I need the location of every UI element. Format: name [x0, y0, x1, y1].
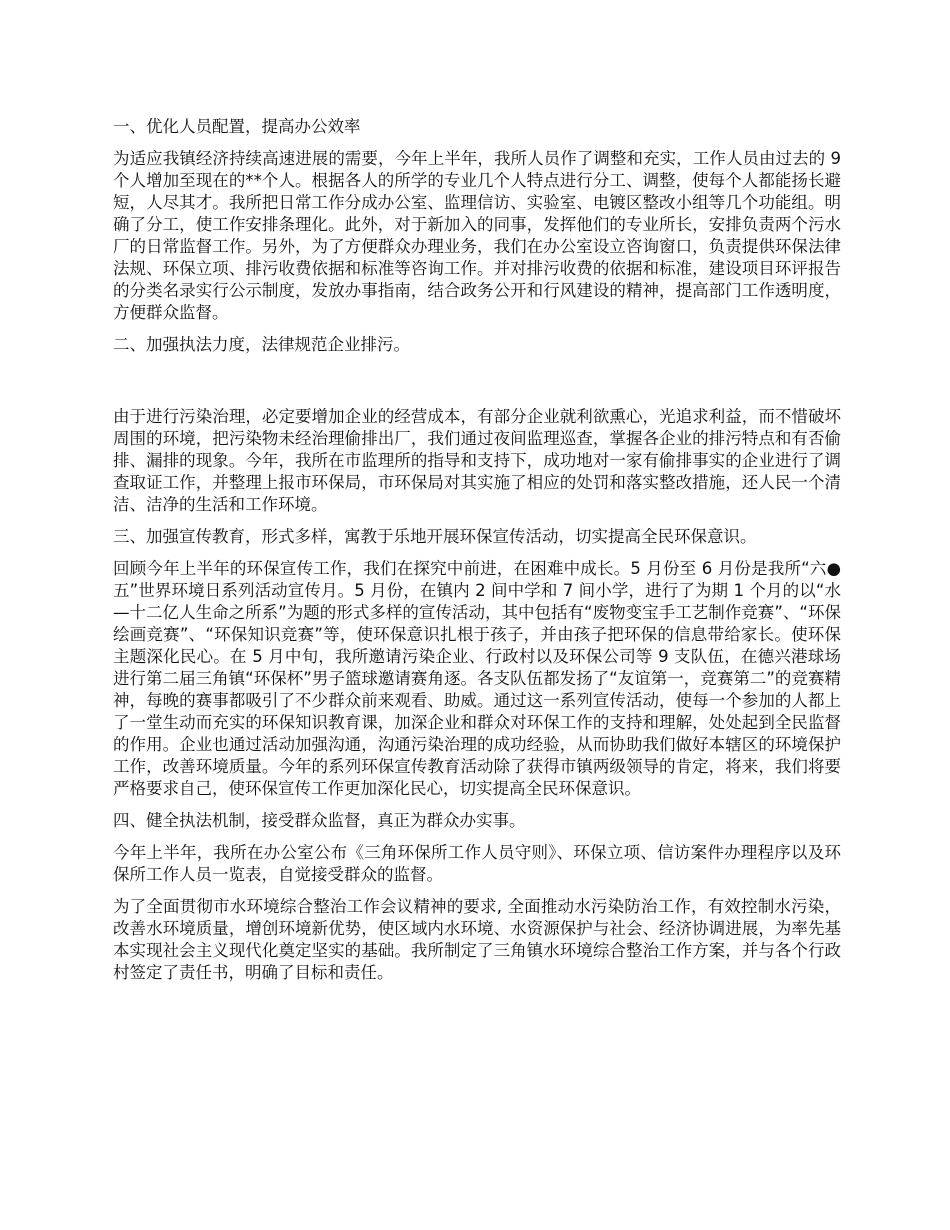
paragraph-4: 今年上半年，我所在办公室公布《三角环保所工作人员守则》、环保立项、信访案件办理程序以及环保所工作人员一览表，自觉接受群众的监督。 [113, 843, 841, 884]
paragraph-3: 回顾今年上半年的环保宣传工作，我们在探究中前进，在困难中成长。5 月份至 6 月份是我所“六●五”世界环境日系列活动宣传月。5 月份，在镇内 2 间中学和 7 间小学，进行了为期 1 个月的以“水—十二亿人生命之所系”为题的形式多样的宣传活动，其中包括有“废物变宝手工艺制作竞赛”、“环保绘画竞赛”、“环保知识竞赛”等，使环保意识扎根于孩子，并由孩子把环保的信息带给家长。使环保主题深化民心。在 5 月中旬，我所邀请污染企业、行政村以及环保公司等 9 支队伍，在德兴港球场进行第二届三角镇“环保杯”男子篮球邀请赛角逐。各支队伍都发扬了“友谊第一，竞赛第二”的竞赛精神，每晚的赛事都吸引了不少群众前来观看、助威。通过这一系列宣传活动，使每一个参加的人都上了一堂生动而充实的环保知识教育课，加深企业和群众对环保工作的支持和理解，处处起到全民监督的作用。企业也通过活动加强沟通，沟通污染治理的成功经验，从而协助我们做好本辖区的环境保护工作，改善环境质量。今年的系列环保宣传教育活动除了获得市镇两级领导的肯定，将来，我们将要严格要求自己，使环保宣传工作更加深化民心，切实提高全民环保意识。 [113, 559, 841, 798]
section-heading-3: 三、加强宣传教育，形式多样，寓教于乐地开展环保宣传活动，切实提高全民环保意识。 [113, 527, 757, 546]
paragraph-5: 为了全面贯彻市水环境综合整治工作会议精神的要求, 全面推动水污染防治工作，有效控制水污染，改善水环境质量，增创环境新优势，使区域内水环境、水资源保护与社会、经济协调进展，为率先基本实现社会主义现代化奠定坚实的基础。我所制定了三角镇水环境综合整治工作方案，并与各个行政村签定了责任书，明确了目标和责任。 [113, 897, 841, 982]
blank-gap [113, 366, 841, 406]
section-heading-2: 二、加强执法力度，法律规范企业排污。 [113, 335, 410, 354]
section-heading-1: 一、优化人员配置，提高办公效率 [113, 117, 361, 136]
paragraph-1: 为适应我镇经济持续高速进展的需要，今年上半年，我所人员作了调整和充实，工作人员由过去的 9 个人增加至现在的**个人。根据各人的所学的专业几个人特点进行分工、调整，使每个人都能扬长避短，人尽其才。我所把日常工作分成办公室、监理信访、实验室、电镀区整改小组等几个功能组。明确了分工，使工作安排条理化。此外，对于新加入的同事，发挥他们的专业所长，安排负责两个污水厂的日常监督工作。另外，为了方便群众办理业务，我们在办公室设立咨询窗口，负责提供环保法律法规、环保立项、排污收费依据和标准等咨询工作。并对排污收费的依据和标准，建设项目环评报告的分类名录实行公示制度，发放办事指南，结合政务公开和行风建设的精神，提高部门工作透明度，方便群众监督。 [113, 149, 841, 322]
document-body [113, 116, 841, 994]
paragraph-2: 由于进行污染治理，必定要增加企业的经营成本，有部分企业就利欲熏心，光追求利益，而不惜破坏周围的环境，把污染物未经治理偷排出厂，我们通过夜间监理巡查，掌握各企业的排污特点和有否偷排、漏排的现象。今年，我所在市监理所的指导和支持下，成功地对一家有偷排事实的企业进行了调查取证工作，并整理上报市环保局，市环保局对其实施了相应的处罚和落实整改措施，还人民一个清洁、洁净的生活和工作环境。 [113, 407, 841, 514]
section-heading-4: 四、健全执法机制，接受群众监督，真正为群众办实事。 [113, 811, 526, 830]
